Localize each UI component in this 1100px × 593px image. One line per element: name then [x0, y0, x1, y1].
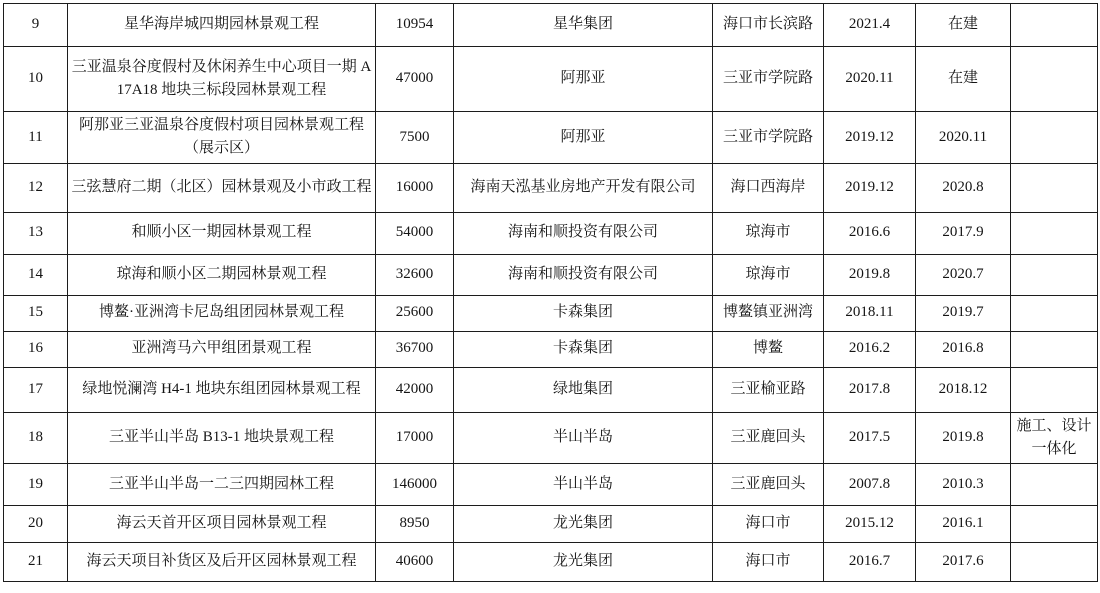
cell-note	[1011, 212, 1098, 254]
cell-index: 19	[4, 464, 68, 506]
cell-note	[1011, 254, 1098, 295]
cell-index: 18	[4, 412, 68, 464]
cell-area: 36700	[376, 331, 454, 367]
cell-company: 龙光集团	[454, 506, 713, 543]
cell-end: 2020.11	[916, 112, 1011, 164]
cell-company: 阿那亚	[454, 47, 713, 112]
cell-company: 半山半岛	[454, 412, 713, 464]
cell-project: 阿那亚三亚温泉谷度假村项目园林景观工程（展示区）	[68, 112, 376, 164]
cell-area: 8950	[376, 506, 454, 543]
cell-location: 三亚鹿回头	[713, 412, 824, 464]
cell-end: 2017.6	[916, 543, 1011, 582]
cell-start: 2017.8	[824, 367, 916, 412]
table-row	[4, 254, 1098, 295]
cell-index: 13	[4, 212, 68, 254]
cell-project: 亚洲湾马六甲组团景观工程	[68, 331, 376, 367]
table-row	[4, 464, 1098, 506]
table-row	[4, 367, 1098, 412]
cell-index: 9	[4, 4, 68, 47]
cell-note	[1011, 543, 1098, 582]
cell-company: 海南和顺投资有限公司	[454, 212, 713, 254]
cell-end: 在建	[916, 4, 1011, 47]
cell-project: 海云天项目补货区及后开区园林景观工程	[68, 543, 376, 582]
cell-location: 三亚鹿回头	[713, 464, 824, 506]
cell-project: 绿地悦澜湾 H4-1 地块东组团园林景观工程	[68, 367, 376, 412]
cell-start: 2017.5	[824, 412, 916, 464]
cell-project: 三亚半山半岛一二三四期园林工程	[68, 464, 376, 506]
cell-company: 半山半岛	[454, 464, 713, 506]
cell-company: 龙光集团	[454, 543, 713, 582]
cell-company: 星华集团	[454, 4, 713, 47]
cell-start: 2015.12	[824, 506, 916, 543]
table-row	[4, 295, 1098, 331]
cell-note	[1011, 47, 1098, 112]
cell-start: 2007.8	[824, 464, 916, 506]
cell-project: 琼海和顺小区二期园林景观工程	[68, 254, 376, 295]
cell-end: 2016.8	[916, 331, 1011, 367]
cell-end: 2020.8	[916, 163, 1011, 212]
cell-start: 2016.2	[824, 331, 916, 367]
cell-index: 16	[4, 331, 68, 367]
cell-note	[1011, 367, 1098, 412]
cell-location: 三亚榆亚路	[713, 367, 824, 412]
cell-end: 2018.12	[916, 367, 1011, 412]
cell-project: 三亚温泉谷度假村及休闲养生中心项目一期 A17A18 地块三标段园林景观工程	[68, 47, 376, 112]
cell-area: 10954	[376, 4, 454, 47]
table-row	[4, 543, 1098, 582]
cell-start: 2016.7	[824, 543, 916, 582]
projects-table	[3, 3, 1098, 582]
projects-table-body	[4, 4, 1098, 582]
table-row	[4, 4, 1098, 47]
cell-area: 42000	[376, 367, 454, 412]
cell-project: 和顺小区一期园林景观工程	[68, 212, 376, 254]
cell-start: 2020.11	[824, 47, 916, 112]
cell-company: 绿地集团	[454, 367, 713, 412]
cell-start: 2021.4	[824, 4, 916, 47]
cell-start: 2019.12	[824, 163, 916, 212]
table-row	[4, 331, 1098, 367]
cell-index: 17	[4, 367, 68, 412]
cell-company: 卡森集团	[454, 331, 713, 367]
cell-note: 施工、设计一体化	[1011, 412, 1098, 464]
cell-start: 2019.12	[824, 112, 916, 164]
table-row	[4, 163, 1098, 212]
cell-location: 海口市	[713, 543, 824, 582]
table-row	[4, 212, 1098, 254]
cell-area: 7500	[376, 112, 454, 164]
cell-area: 54000	[376, 212, 454, 254]
cell-area: 47000	[376, 47, 454, 112]
cell-location: 博鳌	[713, 331, 824, 367]
cell-note	[1011, 464, 1098, 506]
cell-index: 20	[4, 506, 68, 543]
cell-area: 32600	[376, 254, 454, 295]
cell-location: 海口西海岸	[713, 163, 824, 212]
cell-company: 海南和顺投资有限公司	[454, 254, 713, 295]
cell-index: 12	[4, 163, 68, 212]
cell-index: 11	[4, 112, 68, 164]
cell-location: 琼海市	[713, 254, 824, 295]
cell-index: 10	[4, 47, 68, 112]
cell-project: 博鳌·亚洲湾卡尼岛组团园林景观工程	[68, 295, 376, 331]
cell-project: 星华海岸城四期园林景观工程	[68, 4, 376, 47]
cell-index: 21	[4, 543, 68, 582]
cell-start: 2016.6	[824, 212, 916, 254]
cell-end: 2016.1	[916, 506, 1011, 543]
cell-index: 14	[4, 254, 68, 295]
table-row	[4, 47, 1098, 112]
cell-note	[1011, 4, 1098, 47]
cell-location: 海口市长滨路	[713, 4, 824, 47]
cell-index: 15	[4, 295, 68, 331]
cell-note	[1011, 112, 1098, 164]
table-row	[4, 112, 1098, 164]
cell-note	[1011, 295, 1098, 331]
cell-area: 146000	[376, 464, 454, 506]
cell-area: 25600	[376, 295, 454, 331]
cell-end: 在建	[916, 47, 1011, 112]
cell-start: 2019.8	[824, 254, 916, 295]
cell-company: 海南天泓基业房地产开发有限公司	[454, 163, 713, 212]
cell-note	[1011, 506, 1098, 543]
cell-company: 卡森集团	[454, 295, 713, 331]
cell-location: 博鳌镇亚洲湾	[713, 295, 824, 331]
cell-end: 2020.7	[916, 254, 1011, 295]
cell-start: 2018.11	[824, 295, 916, 331]
cell-location: 琼海市	[713, 212, 824, 254]
cell-end: 2010.3	[916, 464, 1011, 506]
cell-area: 17000	[376, 412, 454, 464]
cell-area: 16000	[376, 163, 454, 212]
cell-location: 三亚市学院路	[713, 112, 824, 164]
cell-project: 三亚半山半岛 B13-1 地块景观工程	[68, 412, 376, 464]
cell-project: 三弦慧府二期（北区）园林景观及小市政工程	[68, 163, 376, 212]
table-row	[4, 506, 1098, 543]
cell-end: 2017.9	[916, 212, 1011, 254]
table-row	[4, 412, 1098, 464]
cell-end: 2019.7	[916, 295, 1011, 331]
cell-end: 2019.8	[916, 412, 1011, 464]
cell-location: 三亚市学院路	[713, 47, 824, 112]
cell-project: 海云天首开区项目园林景观工程	[68, 506, 376, 543]
cell-note	[1011, 163, 1098, 212]
cell-company: 阿那亚	[454, 112, 713, 164]
cell-location: 海口市	[713, 506, 824, 543]
cell-note	[1011, 331, 1098, 367]
cell-area: 40600	[376, 543, 454, 582]
